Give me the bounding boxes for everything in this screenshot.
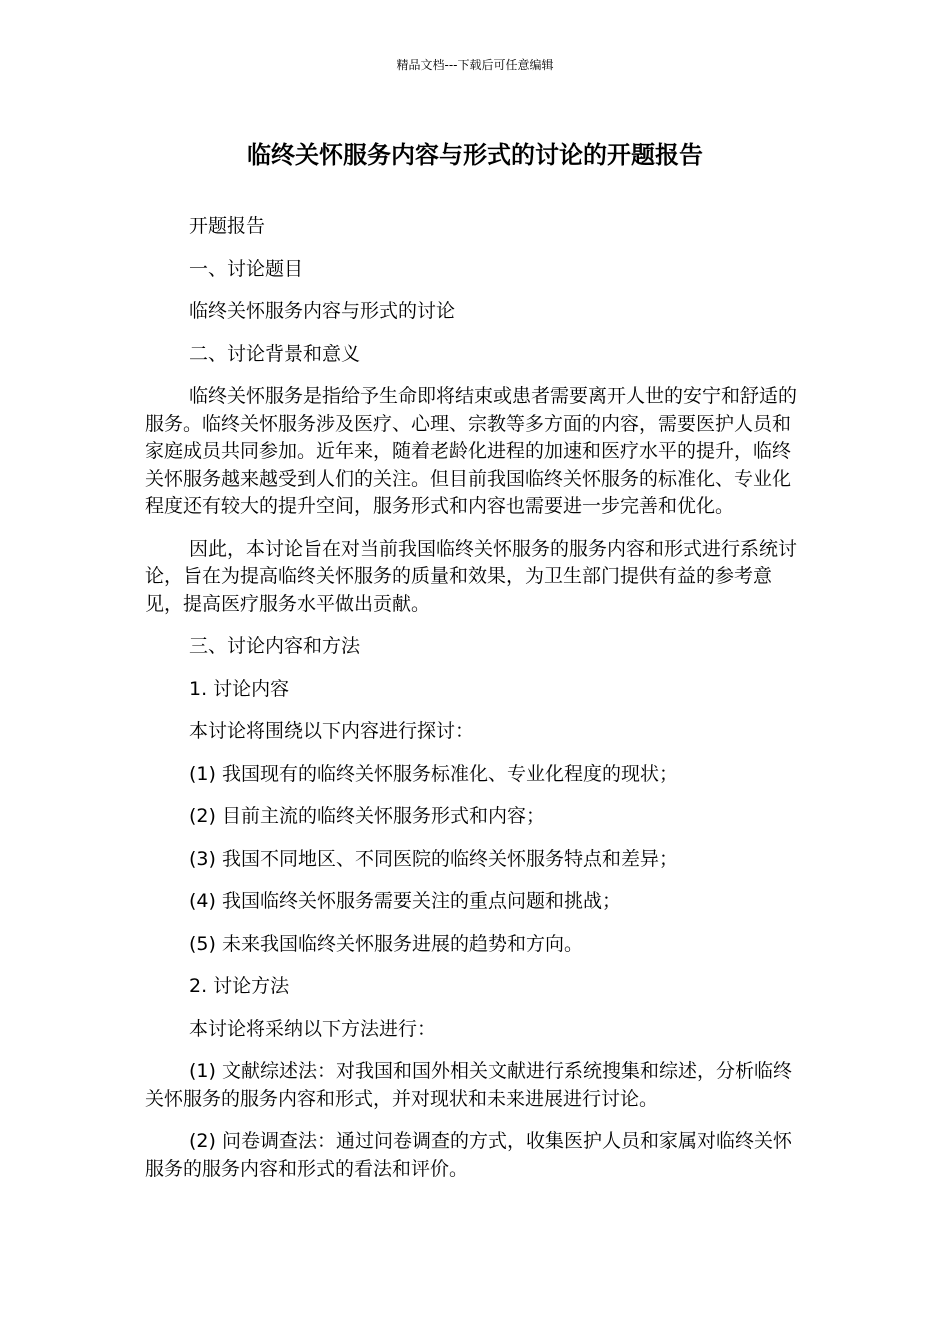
heading-content-method: 三、讨论内容和方法 (189, 635, 361, 657)
page-header: 精品文档---下载后可任意编辑 (396, 58, 554, 72)
heading-background: 二、讨论背景和意义 (189, 342, 361, 365)
list-item-content-5: (5) 未来我国临终关怀服务进展的趋势和方向。 (189, 932, 583, 955)
list-item-method-1: (1) 文献综述法：对我国和国外相关文献进行系统搜集和综述，分析临终关怀服务的服务内容和形式，并对现状和未来进展进行讨论。 (145, 1060, 792, 1110)
document-body (145, 213, 808, 1198)
paragraph-topic: 临终关怀服务内容与形式的讨论 (189, 300, 456, 322)
paragraph-method-intro: 本讨论将采纳以下方法进行： (189, 1017, 437, 1040)
subheading-method: 2. 讨论方法 (189, 975, 290, 997)
list-item-content-4: (4) 我国临终关怀服务需要关注的重点问题和挑战； (189, 890, 621, 912)
document-title: 临终关怀服务内容与形式的讨论的开题报告 (247, 141, 703, 169)
paragraph-report-label: 开题报告 (189, 215, 266, 237)
paragraph-content-intro: 本讨论将围绕以下内容进行探讨： (189, 720, 475, 742)
subheading-content: 1. 讨论内容 (189, 677, 290, 700)
paragraph-purpose: 因此，本讨论旨在对当前我国临终关怀服务的服务内容和形式进行系统讨论，旨在为提高临终关怀服务的质量和效果，为卫生部门提供有益的参考意见，提高医疗服务水平做出贡献。 (145, 537, 798, 615)
list-item-content-1: (1) 我国现有的临终关怀服务标准化、专业化程度的现状； (189, 762, 678, 785)
heading-topic: 一、讨论题目 (189, 257, 304, 280)
paragraph-background: 临终关怀服务是指给予生命即将结束或患者需要离开人世的安宁和舒适的服务。临终关怀服务涉及医疗、心理、宗教等多方面的内容，需要医护人员和家庭成员共同参加。近年来，随着老龄化进程的加速和医疗水平的提升，临终关怀服务越来越受到人们的关注。但目前我国临终关怀服务的标准化、专业化程度还有较大的提升空间，服务形式和内容也需要进一步完善和优化。 (145, 385, 798, 517)
list-item-content-3: (3) 我国不同地区、不同医院的临终关怀服务特点和差异； (189, 847, 678, 870)
list-item-content-2: (2) 目前主流的临终关怀服务形式和内容； (189, 805, 545, 827)
list-item-method-2: (2) 问卷调查法：通过问卷调查的方式，收集医护人员和家属对临终关怀服务的服务内容和形式的看法和评价。 (145, 1130, 792, 1180)
